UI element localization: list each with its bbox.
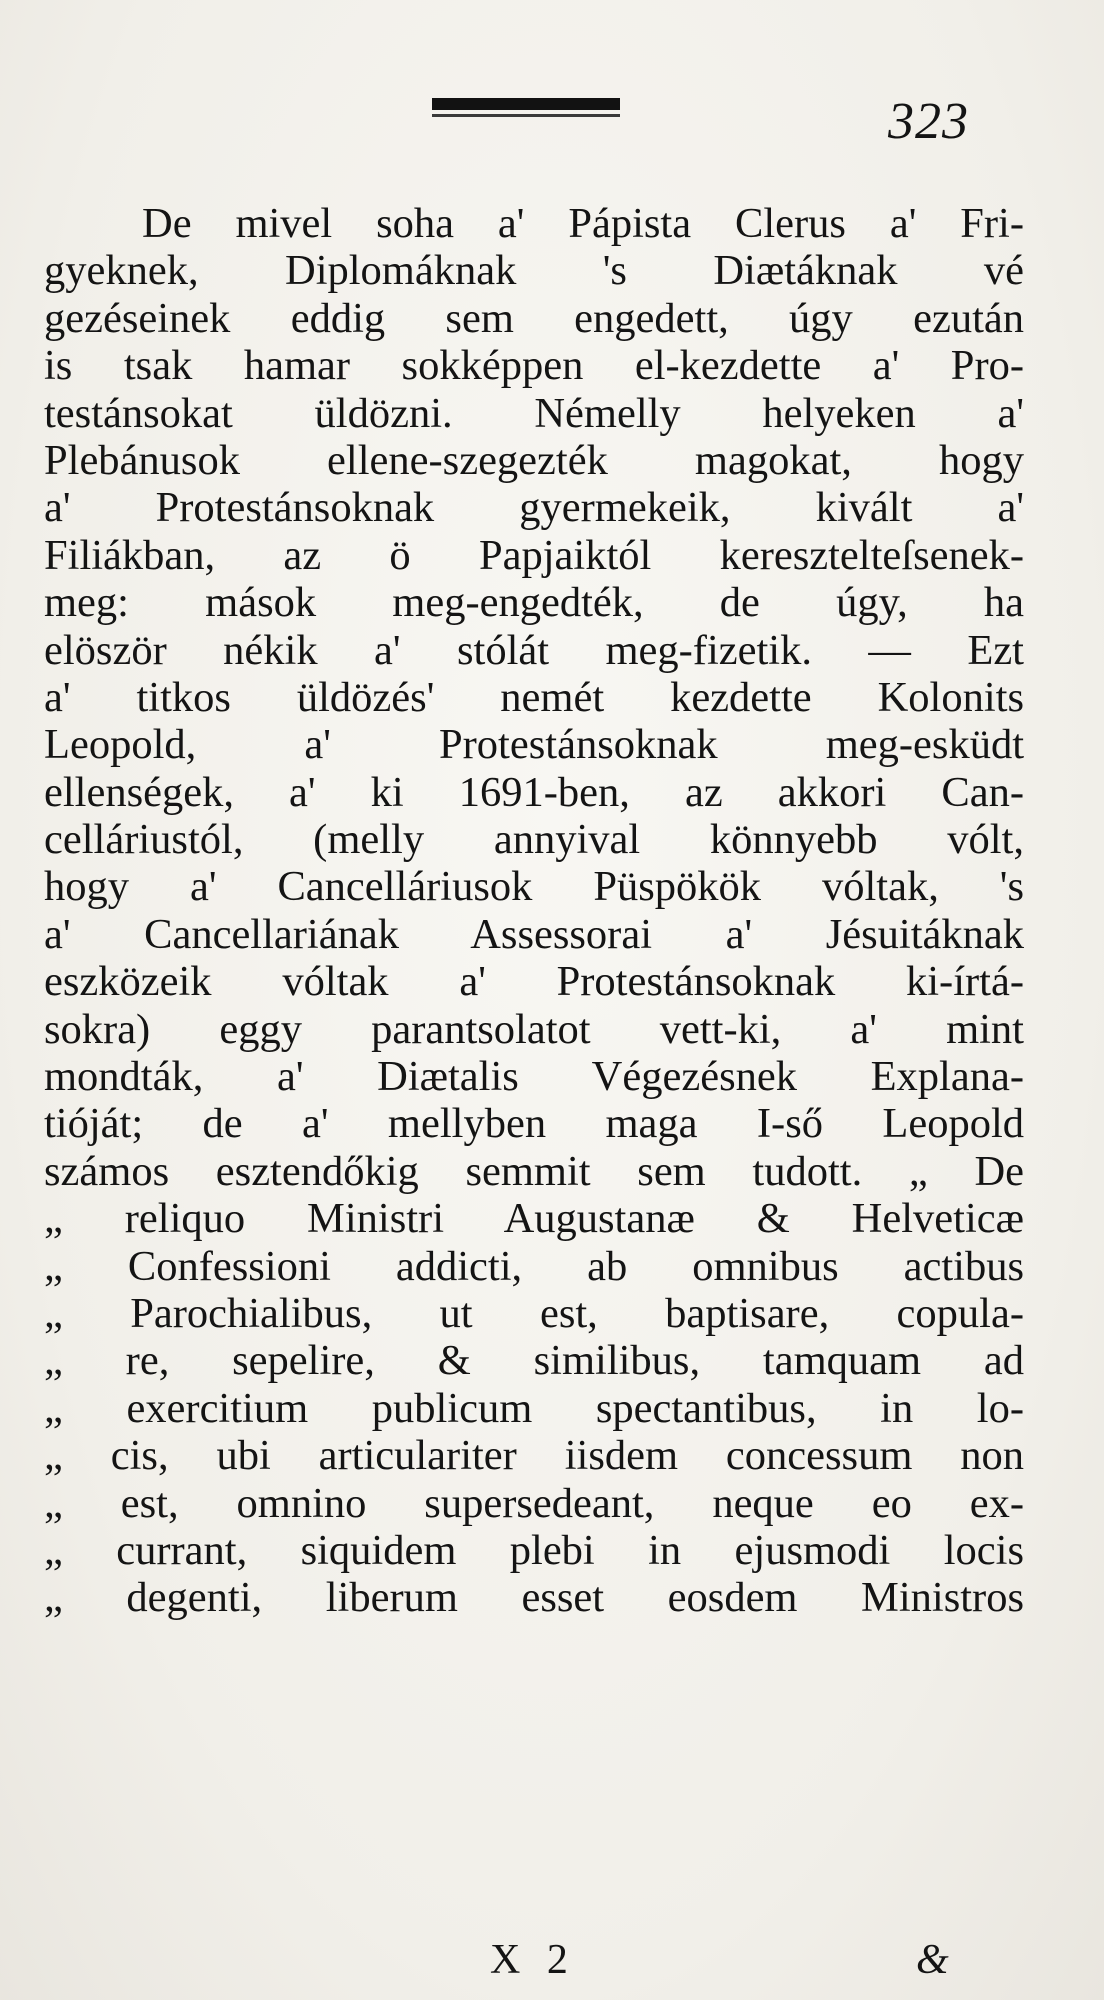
text-line: is tsak hamar sokképpen el-kezdette a' Pro- bbox=[44, 342, 1024, 390]
quote-line: „ exercitium publicum spectantibus, in lo- bbox=[44, 1384, 1024, 1432]
text-line: elöször nékik a' stólát meg-fizetik. — Ezt bbox=[44, 626, 1024, 674]
quote-line: „ Parochialibus, ut est, baptisare, copula- bbox=[44, 1289, 1024, 1337]
header-rule-thin bbox=[432, 114, 620, 117]
quote-line: „ cis, ubi articulariter iisdem concessum non bbox=[44, 1432, 1024, 1480]
quote-line: „ currant, siquidem plebi in ejusmodi locis bbox=[44, 1526, 1024, 1574]
text-line: gezéseinek eddig sem engedett, úgy ezután bbox=[44, 294, 1024, 342]
page-footer bbox=[0, 1932, 1104, 1988]
signature-mark: X 2 bbox=[490, 1937, 576, 1983]
text-line: a' Cancellariának Assessorai a' Jésuitáknak bbox=[44, 910, 1024, 958]
catchword: & bbox=[916, 1937, 949, 1983]
text-line: hogy a' Cancelláriusok Püspökök vóltak, 's bbox=[44, 863, 1024, 911]
text-line: a' titkos üldözés' nemét kezdette Kolonits bbox=[44, 673, 1024, 721]
text-line: ellenségek, a' ki 1691-ben, az akkori Can- bbox=[44, 768, 1024, 816]
quote-line: „ est, omnino supersedeant, neque eo ex- bbox=[44, 1479, 1024, 1527]
body-text bbox=[44, 200, 1024, 1622]
text-line: gyeknek, Diplomáknak 's Diætáknak vé bbox=[44, 247, 1024, 295]
text-line: celláriustól, (melly annyival könnyebb vólt, bbox=[44, 816, 1024, 864]
text-line: eszközeik vóltak a' Protestánsoknak ki-írtá- bbox=[44, 958, 1024, 1006]
text-line: Leopold, a' Protestánsoknak meg-esküdt bbox=[44, 721, 1024, 769]
text-line: meg: mások meg-engedték, de úgy, ha bbox=[44, 579, 1024, 627]
text-line: sokra) eggy parantsolatot vett-ki, a' mint bbox=[44, 1005, 1024, 1053]
text-line: tióját; de a' mellyben maga I-ső Leopold bbox=[44, 1100, 1024, 1148]
text-line: számos esztendőkig semmit sem tudott. „ De bbox=[44, 1147, 1024, 1195]
quote-line: „ reliquo Ministri Augustanæ & Helveticæ bbox=[44, 1195, 1024, 1243]
page-number: 323 bbox=[888, 93, 969, 150]
quote-line: „ Confessioni addicti, ab omnibus actibus bbox=[44, 1242, 1024, 1290]
header-rule-thick bbox=[432, 98, 620, 110]
text-line: De mivel soha a' Pápista Clerus a' Fri- bbox=[142, 200, 1024, 247]
text-line: Filiákban, az ö Papjaiktól keresztelteſsenek- bbox=[44, 531, 1024, 579]
text-line: mondták, a' Diætalis Végezésnek Explana- bbox=[44, 1053, 1024, 1101]
quote-line: „ re, sepelire, & similibus, tamquam ad bbox=[44, 1337, 1024, 1385]
header-rule bbox=[432, 98, 620, 120]
quote-line: „ degenti, liberum esset eosdem Ministros bbox=[44, 1574, 1024, 1622]
text-line: a' Protestánsoknak gyermekeik, kivált a' bbox=[44, 484, 1024, 532]
text-line: testánsokat üldözni. Némelly helyeken a' bbox=[44, 389, 1024, 437]
text-line: Plebánusok ellene-szegezték magokat, hogy bbox=[44, 436, 1024, 484]
